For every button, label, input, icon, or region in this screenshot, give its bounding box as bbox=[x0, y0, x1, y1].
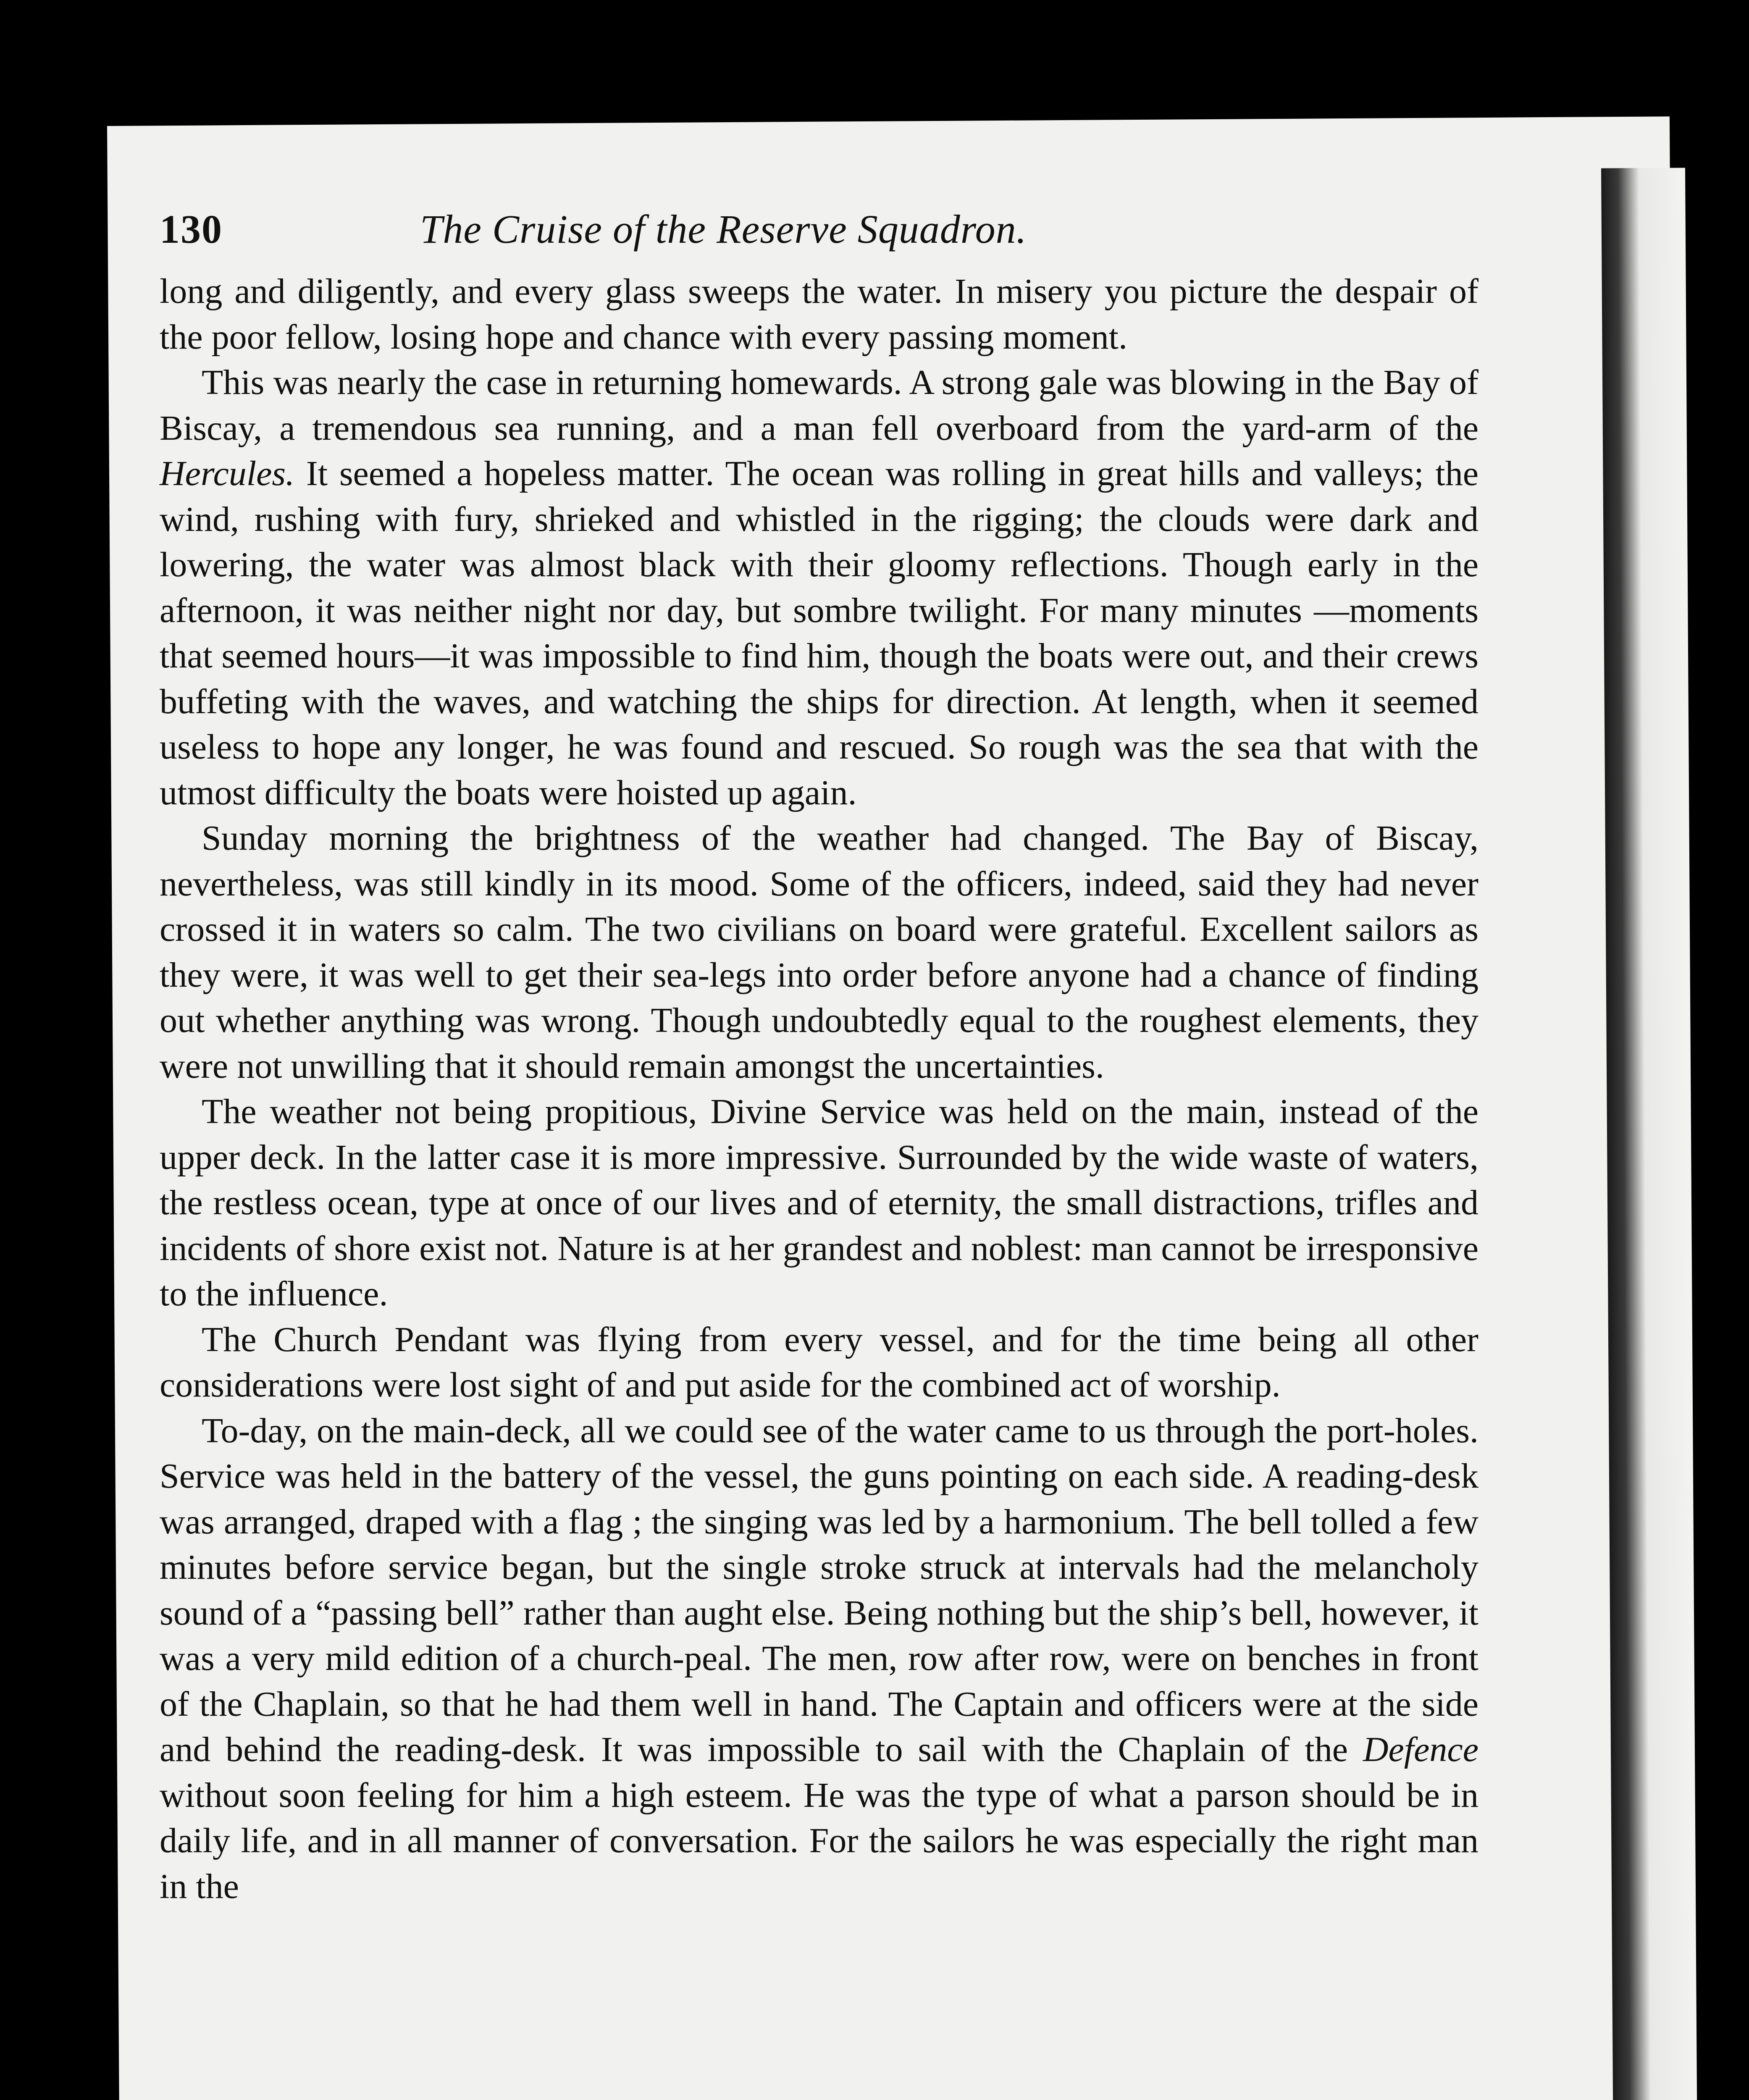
paragraph-4 bbox=[160, 1089, 1479, 1317]
paragraph-6 bbox=[160, 1408, 1479, 1910]
page-header bbox=[160, 206, 1504, 269]
paragraph-text: without soon feeling for him a high esteem. He was the type of what a parson should be in daily life, and in all manner of conversation. For the sailors he was especially the right man in the bbox=[160, 1775, 1479, 1906]
paragraph-text: It seemed a hopeless matter. The ocean was rolling in great hills and valleys; the wind, rushing with fury, shrieked and whistled in the rigging; the clouds were dark and lowering, the water was almost black with their gloomy reflections. Though early in the afternoon, it was neither night nor day, but sombre twilight. For many minutes —moments that seemed hours—it was impossible to find him, though the boats were out, and their crews buffeting with the waves, and watching the ships for direction. At length, when it seemed useless to hope any longer, he was found and rescued. So rough was the sea that with the utmost difficulty the boats were hoisted up again. bbox=[160, 454, 1479, 812]
paragraph-5 bbox=[160, 1317, 1479, 1408]
ship-name-defence: Defence bbox=[1363, 1730, 1479, 1769]
paragraph-3 bbox=[160, 816, 1479, 1089]
page-edge bbox=[1601, 168, 1700, 2100]
paragraph-text: To-day, on the main-deck, all we could see of the water came to us through the port-holes. Service was held in the battery of the vessel, the guns pointing on each side. A reading-desk was arranged, draped with a flag ; the singing was led by a harmonium. The bell tolled a few minutes before service began, but the single stroke struck at intervals had the melancholy sound of a “passing bell” rather than aught else. Being nothing but the ship’s bell, however, it was a very mild edition of a church-peal. The men, row after row, were on benches in front of the Chaplain, so that he had them well in hand. The Captain and officers were at the side and behind the reading-desk. It was impossible to sail with the Chaplain of the bbox=[160, 1411, 1479, 1769]
paragraph-2 bbox=[160, 360, 1479, 816]
paragraph-text: This was nearly the case in returning homewards. A strong gale was blowing in the Bay of Biscay, a tremendous sea running, and a man fell overboard from the yard-arm of the bbox=[160, 363, 1479, 448]
ship-name-hercules: Hercules. bbox=[160, 454, 295, 493]
paragraph-text: The Church Pendant was flying from every vessel, and for the time being all other considerations were lost sight of and put aside for the combined act of worship. bbox=[160, 1320, 1479, 1404]
running-title: The Cruise of the Reserve Squadron. bbox=[420, 207, 1027, 252]
paragraph-text: Sunday morning the brightness of the weather had changed. The Bay of Biscay, nevertheless, was still kindly in its mood. Some of the officers, indeed, said they had never crossed it in waters so calm. The two civilians on board were grateful. Excellent sailors as they were, it was well to get their sea-legs into order before anyone had a chance of finding out whether anything was wrong. Though undoubtedly equal to the roughest elements, they were not unwilling that it should remain amongst the uncertainties. bbox=[160, 819, 1479, 1086]
paragraph-1 bbox=[160, 269, 1479, 360]
page-number: 130 bbox=[160, 207, 223, 252]
body-text bbox=[160, 269, 1479, 2100]
paragraph-text: The weather not being propitious, Divine Service was held on the main, instead of the upper deck. In the latter case it is more impressive. Surrounded by the wide waste of waters, the restless ocean, type at once of our lives and of eternity, the small distractions, trifles and incidents of shore exist not. Nature is at her grandest and noblest: man cannot be irresponsive to the influence. bbox=[160, 1092, 1479, 1313]
paragraph-text: long and diligently, and every glass sweeps the water. In misery you picture the despair of the poor fellow, losing hope and chance with every passing moment. bbox=[160, 272, 1479, 357]
